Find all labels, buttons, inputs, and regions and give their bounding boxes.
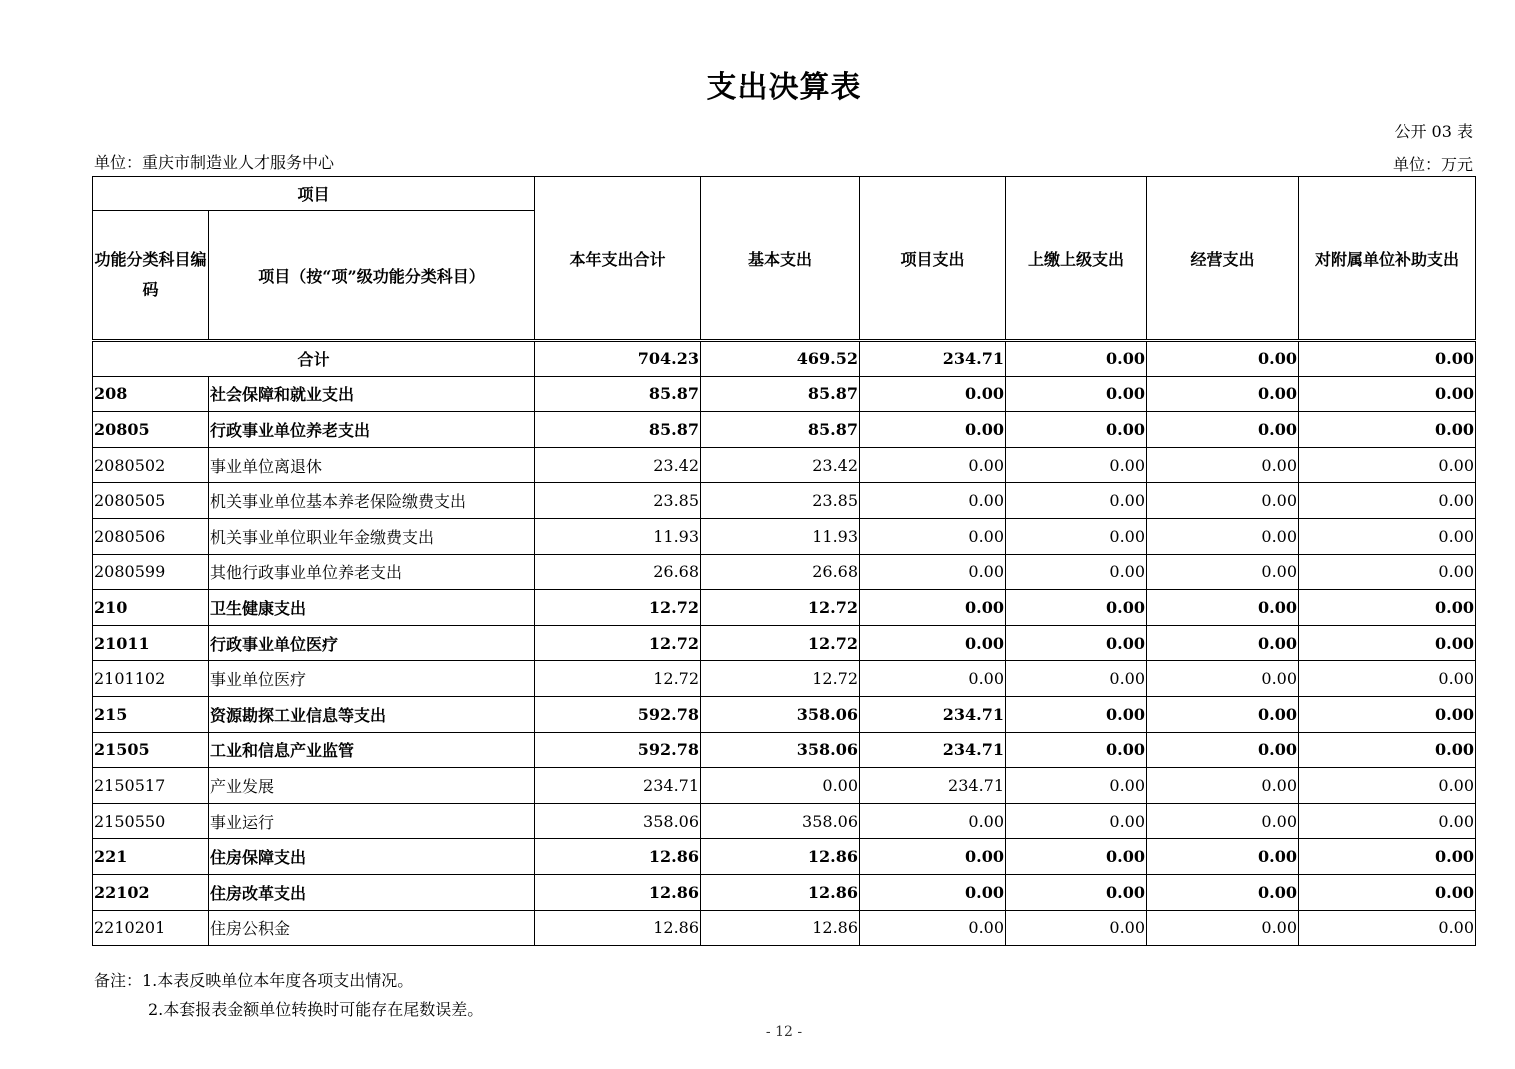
row-code: 221 — [93, 839, 209, 875]
row-name: 机关事业单位职业年金缴费支出 — [209, 518, 535, 554]
row-code: 2150550 — [93, 803, 209, 839]
table-row — [93, 412, 1476, 448]
row-business: 0.00 — [1147, 768, 1299, 804]
row-project: 0.00 — [860, 874, 1006, 910]
row-subsidy: 0.00 — [1299, 696, 1476, 732]
row-code: 2080599 — [93, 554, 209, 590]
row-code: 2080502 — [93, 447, 209, 483]
row-basic: 358.06 — [701, 732, 860, 768]
row-remit: 0.00 — [1006, 910, 1147, 946]
row-subsidy: 0.00 — [1299, 625, 1476, 661]
row-code: 22102 — [93, 874, 209, 910]
row-remit: 0.00 — [1006, 554, 1147, 590]
expenditure-table — [92, 176, 1476, 946]
row-name: 事业单位离退休 — [209, 447, 535, 483]
row-business: 0.00 — [1147, 803, 1299, 839]
header-remit: 上缴上级支出 — [1006, 177, 1147, 341]
row-remit: 0.00 — [1006, 661, 1147, 697]
row-project: 234.71 — [860, 696, 1006, 732]
row-total: 85.87 — [535, 412, 701, 448]
row-total: 12.86 — [535, 839, 701, 875]
table-row — [93, 661, 1476, 697]
row-subsidy: 0.00 — [1299, 590, 1476, 626]
row-total: 23.85 — [535, 483, 701, 519]
row-code: 20805 — [93, 412, 209, 448]
row-code: 21011 — [93, 625, 209, 661]
row-subsidy: 0.00 — [1299, 483, 1476, 519]
row-remit: 0.00 — [1006, 590, 1147, 626]
row-code: 2150517 — [93, 768, 209, 804]
row-remit: 0.00 — [1006, 518, 1147, 554]
total-cell-project: 234.71 — [860, 341, 1006, 377]
total-cell-business: 0.00 — [1147, 341, 1299, 377]
row-project: 234.71 — [860, 732, 1006, 768]
currency-unit: 单位：万元 — [1392, 155, 1473, 174]
row-business: 0.00 — [1147, 696, 1299, 732]
row-name: 事业单位医疗 — [209, 661, 535, 697]
table-row — [93, 874, 1476, 910]
row-business: 0.00 — [1147, 412, 1299, 448]
row-name: 卫生健康支出 — [209, 590, 535, 626]
row-subsidy: 0.00 — [1299, 518, 1476, 554]
row-subsidy: 0.00 — [1299, 910, 1476, 946]
row-total: 12.86 — [535, 910, 701, 946]
table-row — [93, 483, 1476, 519]
row-code: 2101102 — [93, 661, 209, 697]
total-label: 合计 — [93, 341, 535, 377]
row-subsidy: 0.00 — [1299, 376, 1476, 412]
row-basic: 358.06 — [701, 803, 860, 839]
header-project: 项目支出 — [860, 177, 1006, 341]
row-code: 2210201 — [93, 910, 209, 946]
row-subsidy: 0.00 — [1299, 412, 1476, 448]
row-remit: 0.00 — [1006, 412, 1147, 448]
row-remit: 0.00 — [1006, 696, 1147, 732]
row-business: 0.00 — [1147, 732, 1299, 768]
row-business: 0.00 — [1147, 625, 1299, 661]
row-project: 0.00 — [860, 803, 1006, 839]
total-row — [93, 341, 1476, 377]
note-line-1: 备注：1.本表反映单位本年度各项支出情况。 — [94, 971, 414, 990]
table-row — [93, 554, 1476, 590]
row-project: 0.00 — [860, 661, 1006, 697]
row-basic: 85.87 — [701, 412, 860, 448]
row-project: 0.00 — [860, 910, 1006, 946]
row-remit: 0.00 — [1006, 376, 1147, 412]
header-business: 经营支出 — [1147, 177, 1299, 341]
row-total: 12.72 — [535, 625, 701, 661]
row-name: 资源勘探工业信息等支出 — [209, 696, 535, 732]
row-subsidy: 0.00 — [1299, 447, 1476, 483]
row-basic: 26.68 — [701, 554, 860, 590]
header-item: 项目 — [93, 177, 535, 211]
row-subsidy: 0.00 — [1299, 661, 1476, 697]
row-subsidy: 0.00 — [1299, 768, 1476, 804]
row-name: 住房改革支出 — [209, 874, 535, 910]
row-remit: 0.00 — [1006, 803, 1147, 839]
row-remit: 0.00 — [1006, 732, 1147, 768]
row-project: 234.71 — [860, 768, 1006, 804]
row-total: 12.72 — [535, 661, 701, 697]
row-name: 工业和信息产业监管 — [209, 732, 535, 768]
row-basic: 12.86 — [701, 874, 860, 910]
row-business: 0.00 — [1147, 447, 1299, 483]
row-project: 0.00 — [860, 839, 1006, 875]
total-cell-total: 704.23 — [535, 341, 701, 377]
row-basic: 23.85 — [701, 483, 860, 519]
row-total: 23.42 — [535, 447, 701, 483]
row-project: 0.00 — [860, 518, 1006, 554]
row-subsidy: 0.00 — [1299, 554, 1476, 590]
table-row — [93, 803, 1476, 839]
row-subsidy: 0.00 — [1299, 803, 1476, 839]
row-code: 215 — [93, 696, 209, 732]
row-basic: 12.86 — [701, 839, 860, 875]
table-row — [93, 768, 1476, 804]
row-basic: 12.72 — [701, 625, 860, 661]
row-business: 0.00 — [1147, 661, 1299, 697]
row-project: 0.00 — [860, 625, 1006, 661]
total-cell-subsidy: 0.00 — [1299, 341, 1476, 377]
row-project: 0.00 — [860, 376, 1006, 412]
row-code: 21505 — [93, 732, 209, 768]
row-basic: 358.06 — [701, 696, 860, 732]
row-name: 住房保障支出 — [209, 839, 535, 875]
row-business: 0.00 — [1147, 518, 1299, 554]
row-remit: 0.00 — [1006, 874, 1147, 910]
row-name: 住房公积金 — [209, 910, 535, 946]
row-remit: 0.00 — [1006, 625, 1147, 661]
header-name: 项目（按“项”级功能分类科目） — [209, 211, 535, 341]
total-cell-basic: 469.52 — [701, 341, 860, 377]
row-code: 2080505 — [93, 483, 209, 519]
row-total: 12.86 — [535, 874, 701, 910]
row-business: 0.00 — [1147, 554, 1299, 590]
table-row — [93, 590, 1476, 626]
row-business: 0.00 — [1147, 376, 1299, 412]
row-business: 0.00 — [1147, 590, 1299, 626]
notes — [94, 966, 483, 1024]
row-total: 234.71 — [535, 768, 701, 804]
row-name: 机关事业单位基本养老保险缴费支出 — [209, 483, 535, 519]
note-line-2: 2.本套报表金额单位转换时可能存在尾数误差。 — [148, 1000, 484, 1019]
page-number: - 12 - — [765, 1024, 803, 1040]
row-basic: 12.72 — [701, 590, 860, 626]
table-row — [93, 376, 1476, 412]
row-basic: 12.72 — [701, 661, 860, 697]
row-project: 0.00 — [860, 447, 1006, 483]
row-subsidy: 0.00 — [1299, 839, 1476, 875]
row-basic: 0.00 — [701, 768, 860, 804]
table-row — [93, 910, 1476, 946]
row-project: 0.00 — [860, 412, 1006, 448]
row-project: 0.00 — [860, 483, 1006, 519]
row-name: 产业发展 — [209, 768, 535, 804]
table-row — [93, 732, 1476, 768]
row-remit: 0.00 — [1006, 768, 1147, 804]
row-total: 26.68 — [535, 554, 701, 590]
table-row — [93, 696, 1476, 732]
row-name: 行政事业单位医疗 — [209, 625, 535, 661]
row-basic: 11.93 — [701, 518, 860, 554]
table-row — [93, 839, 1476, 875]
row-business: 0.00 — [1147, 874, 1299, 910]
row-business: 0.00 — [1147, 483, 1299, 519]
row-name: 行政事业单位养老支出 — [209, 412, 535, 448]
row-code: 210 — [93, 590, 209, 626]
row-subsidy: 0.00 — [1299, 874, 1476, 910]
header-basic: 基本支出 — [701, 177, 860, 341]
row-code: 2080506 — [93, 518, 209, 554]
header-code: 功能分类科目编码 — [93, 211, 209, 341]
row-business: 0.00 — [1147, 910, 1299, 946]
row-subsidy: 0.00 — [1299, 732, 1476, 768]
row-total: 85.87 — [535, 376, 701, 412]
row-project: 0.00 — [860, 554, 1006, 590]
row-name: 其他行政事业单位养老支出 — [209, 554, 535, 590]
row-total: 592.78 — [535, 696, 701, 732]
total-cell-remit: 0.00 — [1006, 341, 1147, 377]
row-name: 社会保障和就业支出 — [209, 376, 535, 412]
table-row — [93, 625, 1476, 661]
row-code: 208 — [93, 376, 209, 412]
page-title: 支出决算表 — [706, 70, 862, 105]
header-total: 本年支出合计 — [535, 177, 701, 341]
row-basic: 85.87 — [701, 376, 860, 412]
reporting-unit: 单位：重庆市制造业人才服务中心 — [94, 153, 335, 172]
row-name: 事业运行 — [209, 803, 535, 839]
table-number: 公开 03 表 — [1394, 122, 1473, 141]
header-subsidy: 对附属单位补助支出 — [1299, 177, 1476, 341]
row-remit: 0.00 — [1006, 839, 1147, 875]
row-remit: 0.00 — [1006, 483, 1147, 519]
row-total: 12.72 — [535, 590, 701, 626]
row-business: 0.00 — [1147, 839, 1299, 875]
row-basic: 23.42 — [701, 447, 860, 483]
table-row — [93, 518, 1476, 554]
row-total: 592.78 — [535, 732, 701, 768]
row-basic: 12.86 — [701, 910, 860, 946]
row-remit: 0.00 — [1006, 447, 1147, 483]
row-total: 358.06 — [535, 803, 701, 839]
table-row — [93, 447, 1476, 483]
row-project: 0.00 — [860, 590, 1006, 626]
row-total: 11.93 — [535, 518, 701, 554]
